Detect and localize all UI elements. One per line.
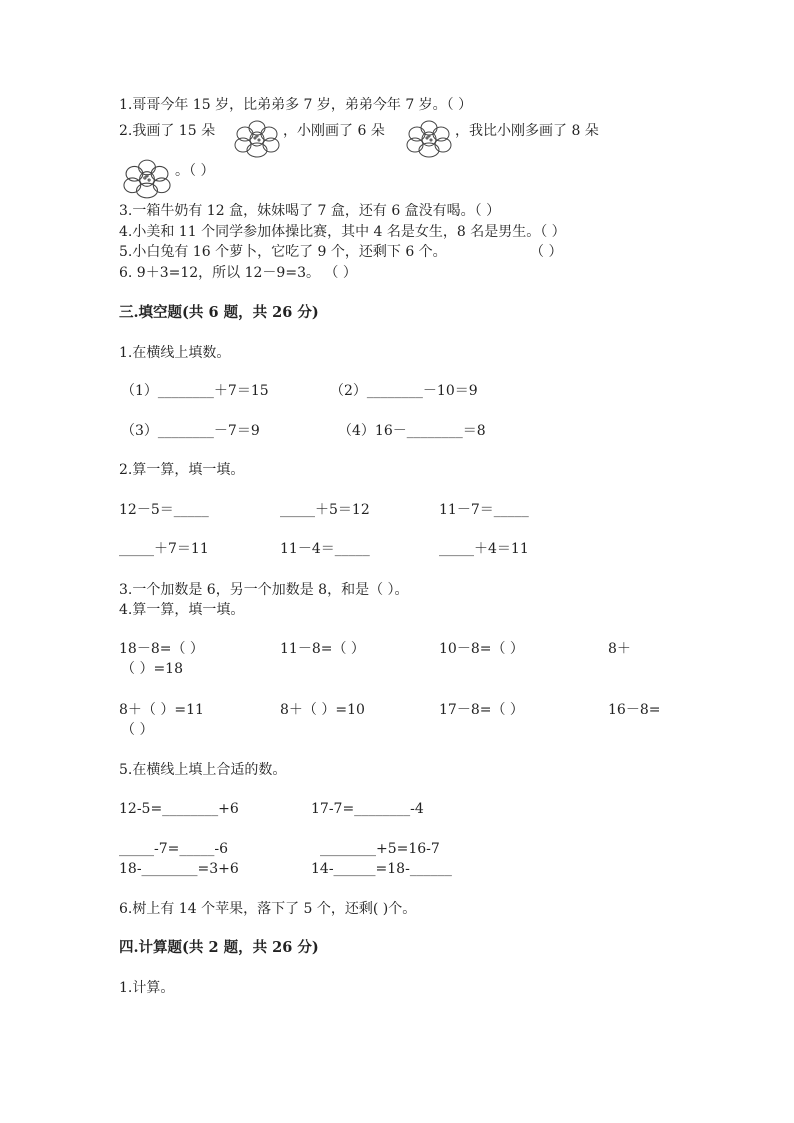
judge-q3: 3.一箱牛奶有 12 盒，妹妹喝了 7 盒，还有 6 盒没有喝。（ ） [119,203,501,219]
s3-q4-item: （ ） [121,722,154,738]
flower-icon [233,118,281,160]
s3-q4-item: 8＋（ ）=10 [280,702,365,718]
judge-q2-part-a: 2.我画了 15 朵 [119,123,216,139]
judge-q5-paren: （ ） [530,244,563,260]
s3-q2-item: _____＋7＝11 [119,541,209,557]
s3-q6-text: 6.树上有 14 个苹果，落下了 5 个，还剩( )个。 [119,901,417,917]
s3-q2-item: 12－5＝_____ [119,502,209,518]
s3-q5-item: 18-________=3+6 [119,861,239,877]
s3-q1-text: 1.在横线上填数。 [119,345,231,361]
section4-title: 四.计算题(共 2 题，共 26 分) [119,939,319,956]
s3-q5-item: ________+5=16-7 [320,841,440,857]
s3-q4-item: 11－8=（ ） [280,641,365,657]
s3-q4-text: 4.算一算，填一填。 [119,602,245,618]
s3-q4-item: 17－8=（ ） [439,702,524,718]
s3-q5-item: 17-7=________-4 [311,801,424,817]
s3-q2-text: 2.算一算，填一填。 [119,462,245,478]
s3-q2-item: _____＋4＝11 [439,541,529,557]
s3-q1-item: （4）16－________＝8 [338,423,486,439]
s3-q1-item: （3）________－7＝9 [121,423,260,439]
s3-q4-item: 8＋（ ）=11 [119,702,204,718]
s3-q5-item: 12-5=________+6 [119,801,239,817]
judge-q4: 4.小美和 11 个同学参加体操比赛，其中 4 名是女生，8 名是男生。（ ） [119,224,566,240]
s3-q4-item: （ ）=18 [121,661,183,677]
flower-icon [121,157,173,201]
s3-q1-item: （1）________＋7＝15 [121,383,269,399]
s3-q5-item: 14-______=18-______ [311,861,452,877]
s3-q1-item: （2）________－10＝9 [330,383,478,399]
s3-q2-item: _____＋5＝12 [280,502,370,518]
s3-q5-text: 5.在横线上填上合适的数。 [119,762,287,778]
judge-q1: 1.哥哥今年 15 岁，比弟弟多 7 岁，弟弟今年 7 岁。（ ） [119,97,473,113]
s3-q4-item: 16－8= [608,702,661,718]
judge-q6: 6. 9＋3=12，所以 12－9=3。 （ ） [119,265,357,281]
judge-q2-part-c: ，我比小刚多画了 8 朵 [455,123,599,139]
s3-q4-item: 8＋ [608,641,631,657]
s3-q4-item: 18－8=（ ） [119,641,204,657]
judge-q2-part-b: ，小刚画了 6 朵 [283,123,385,139]
s3-q2-item: 11－4＝_____ [280,541,370,557]
s3-q5-item: _____-7=_____-6 [119,841,229,857]
s4-q1-text: 1.计算。 [119,980,175,996]
s3-q3-text: 3.一个加数是 6，另一个加数是 8，和是（ ）。 [119,582,409,598]
flower-icon [405,118,453,160]
s3-q4-item: 10－8=（ ） [439,641,524,657]
judge-q2-part-d: 。（ ） [175,163,215,179]
judge-q5: 5.小白兔有 16 个萝卜，它吃了 9 个，还剩下 6 个。 [119,244,447,260]
judge-q2-line1 [119,121,215,141]
s3-q2-item: 11－7＝_____ [439,502,529,518]
section3-title: 三.填空题(共 6 题，共 26 分) [119,304,319,321]
